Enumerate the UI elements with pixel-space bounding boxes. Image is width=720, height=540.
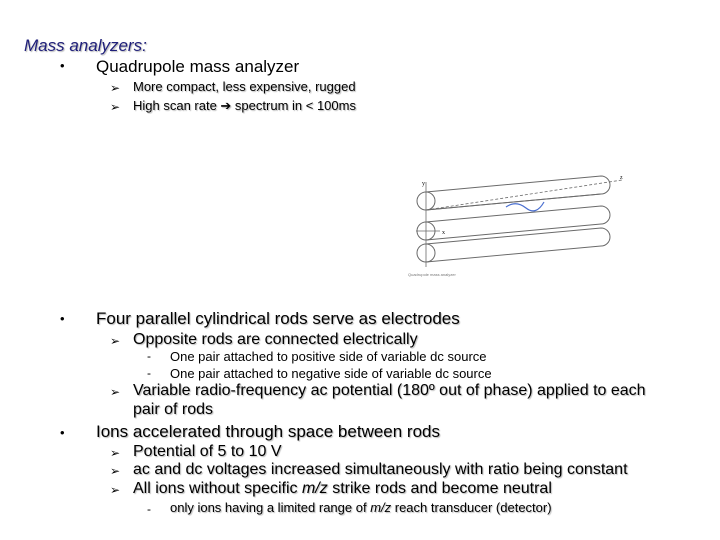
text-part: only ions having a limited range of	[170, 500, 371, 515]
list-item-continuation: pair of rods	[133, 401, 214, 418]
sub-list-item: One pair attached to positive side of variable dc source	[170, 349, 487, 364]
list-item: ac and dc voltages increased simultaneously with ratio being constant	[133, 461, 628, 478]
section-heading-rods: Four parallel cylindrical rods serve as electrodes	[96, 309, 460, 328]
arrow-bullet: ➢	[110, 446, 121, 460]
bullet-marker: •	[60, 425, 65, 440]
diagram-caption: Quadrupole mass analyzer	[408, 272, 456, 277]
arrow-bullet: ➢	[110, 385, 121, 399]
mz-term: m/z	[301, 480, 328, 497]
list-item: Potential of 5 to 10 V	[133, 443, 282, 460]
text-part: All ions without specific	[133, 480, 302, 497]
mz-term: m/z	[370, 500, 392, 515]
page-title: Mass analyzers:	[24, 36, 147, 55]
arrow-bullet: ➢	[110, 483, 121, 497]
quadrupole-diagram	[396, 172, 630, 280]
sub-list-item: One pair attached to negative side of variable dc source	[170, 366, 492, 381]
list-item: Opposite rods are connected electrically	[133, 331, 418, 348]
list-item: High scan rate ➔ spectrum in < 100ms	[133, 98, 356, 113]
dash-bullet: -	[147, 349, 151, 363]
bullet-marker: •	[60, 58, 65, 73]
dash-bullet: -	[147, 502, 151, 516]
section-heading-ions: Ions accelerated through space between rods	[96, 422, 441, 441]
arrow-bullet: ➢	[110, 464, 121, 478]
text-part: strike rods and become neutral	[327, 480, 552, 497]
arrow-bullet: ➢	[110, 81, 121, 95]
list-item	[133, 480, 552, 498]
axis-label-x: x	[442, 230, 445, 236]
list-item: More compact, less expensive, rugged	[133, 79, 356, 94]
bullet-marker: •	[60, 311, 65, 326]
dash-bullet: -	[147, 366, 151, 380]
list-item: Variable radio-frequency ac potential (180º out of phase) applied to each	[133, 382, 646, 399]
sub-list-item	[170, 500, 552, 515]
axis-label-z: z	[620, 175, 623, 181]
ion-path	[506, 202, 544, 211]
arrow-bullet: ➢	[110, 334, 121, 348]
text-part: reach transducer (detector)	[391, 500, 552, 515]
axis-label-y: y	[422, 181, 425, 187]
section-heading-quadrupole: Quadrupole mass analyzer	[96, 57, 300, 76]
arrow-bullet: ➢	[110, 100, 121, 114]
